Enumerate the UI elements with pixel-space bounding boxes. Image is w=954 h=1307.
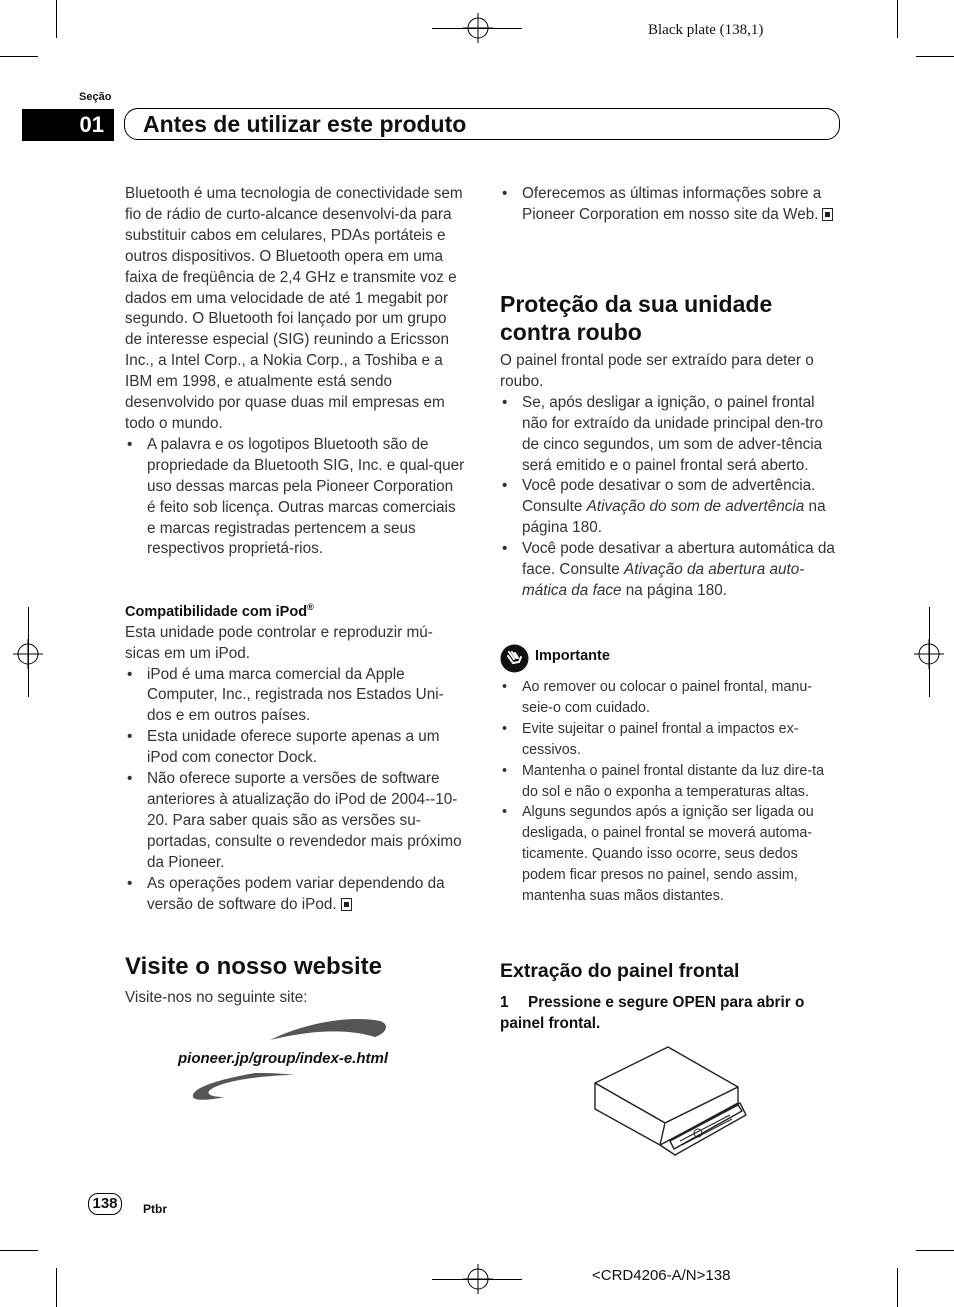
theft-b3-pre: Você pode desativar a abertura automática da face. Consulte [522,540,835,579]
important-hand-icon [500,644,529,673]
ipod-bullet: • Não oferece suporte a versões de software anteriores à atualização do iPod de 2004--10-20. Para saber quais são as versões su-portadas, consulte o revendedor mais próximo da Pioneer. [125,769,467,874]
website-intro: Visite-nos no seguinte site: [125,989,308,1006]
bluetooth-paragraph: Bluetooth é uma tecnologia de conectividade sem fio de rádio de curto-alcance desenvolvi-da para substituir cabos em celulares, PDAs portáteis e outros dispositivos. O Bluetooth opera em uma faixa de freqüência de 2,4 GHz e transmite voz e dados em uma velocidade de até 1 megabit por segundo. O Bluetooth foi lançado por um grupo de interesse especial (SIG) reunindo a Ericsson Inc., a Intel Corp., a Nokia Corp., a Toshiba e a IBM em 1998, e atualmente está sendo desenvolvido por quase duas mil empresas em todo o mundo. [125,185,463,432]
left-column [125,184,465,560]
step-text: Pressione e segure OPEN para abrir o painel frontal. [500,994,805,1032]
end-mark-icon [341,898,352,911]
theft-bullet [500,476,842,539]
section-number: 01 [22,109,114,141]
crop-mark [897,0,898,38]
crop-mark [56,0,57,38]
theft-intro: O painel frontal pode ser extraído para deter o roubo. [500,352,814,390]
section-title: Antes de utilizar este produto [143,111,467,137]
crop-mark [929,607,930,697]
crop-mark [916,56,954,57]
important-list [500,677,842,907]
important-label: Importante [535,648,610,664]
theft-b3-post: na página 180. [621,581,727,599]
crop-mark [916,1250,954,1251]
crop-mark [0,1250,38,1251]
theft-b3-ref: Ativação da abertura auto-mática da face [522,561,805,599]
theft-bullet [500,539,842,602]
ipod-heading-text: Compatibilidade com iPod [125,603,308,620]
important-bullet: • Alguns segundos após a ignição ser ligada ou desligada, o painel frontal se moverá automa-ticamente. Quando isso ocorre, seus dedos podem ficar presos no painel, sendo assim, mantenha suas mãos distantes. [500,802,842,907]
ipod-bullet-text: As operações podem variar dependendo da versão de software do iPod. [147,874,445,913]
right-top [500,184,840,226]
important-bullet: • Mantenha o painel frontal distante da luz dire-ta do sol e não o exponha a temperaturas altas. [500,761,842,803]
ipod-section [125,597,467,915]
language-code: Ptbr [143,1202,167,1216]
website-bullet-text: Oferecemos as últimas informações sobre a Pioneer Corporation em nosso site da Web. [522,185,822,223]
removal-heading: Extração do painel frontal [500,960,740,982]
ipod-heading [125,597,467,623]
step-number: 1 [500,994,509,1011]
ipod-bullet [125,874,467,916]
important-bullet: • Ao remover ou colocar o painel frontal, manu-seie-o com cuidado. [500,677,842,719]
crop-mark [432,28,522,29]
website-url[interactable]: pioneer.jp/group/index-e.html [178,1050,389,1067]
crop-mark [28,607,29,697]
theft-b2-ref: Ativação do som de advertência [586,498,805,516]
theft-bullet: • Se, após desligar a ignição, o painel frontal não for extraído da unidade principal den-tro de cinco segundos, um som de adver-tência será emitido e o painel frontal será aberto. [500,393,842,477]
crop-mark [897,1268,898,1307]
end-mark-icon [822,208,833,221]
head-unit-illustration [590,1045,750,1160]
ipod-intro: Esta unidade pode controlar e reproduzir mú-sicas em um iPod. [125,623,433,662]
important-bullet: • Evite sujeitar o painel frontal a impactos ex-cessivos. [500,719,842,761]
crop-mark [432,1279,522,1280]
website-heading: Visite o nosso website [125,953,382,980]
theft-b2-post: na página 180. [522,498,826,537]
ipod-bullet: • Esta unidade oferece suporte apenas a um iPod com conector Dock. [125,727,467,769]
document-code: <CRD4206-A/N>138 [592,1267,731,1284]
theft-b2-pre: Você pode desativar o som de advertência. Consulte [522,477,816,516]
plate-label: Black plate (138,1) [648,22,764,38]
theft-heading: Proteção da sua unidade contra roubo [500,291,773,345]
page-number: 138 [88,1193,122,1215]
registered-mark: ® [307,602,314,612]
crop-mark [56,1268,57,1307]
crop-mark [0,56,38,57]
ipod-bullet: • iPod é uma marca comercial da Apple Computer, Inc., registrada nos Estados Uni-dos e em outros países. [125,665,467,728]
theft-section [500,351,842,602]
website-bullet [500,184,840,226]
bluetooth-bullet: • A palavra e os logotipos Bluetooth são de propriedade da Bluetooth SIG, Inc. e qual-quer uso dessas marcas pela Pioneer Corporation é feito sob licença. Outras marcas comerciais e marcas registradas pertencem a seus respectivos proprietá-rios. [125,435,465,560]
step-1 [500,993,830,1035]
section-label: Seção [79,91,112,103]
